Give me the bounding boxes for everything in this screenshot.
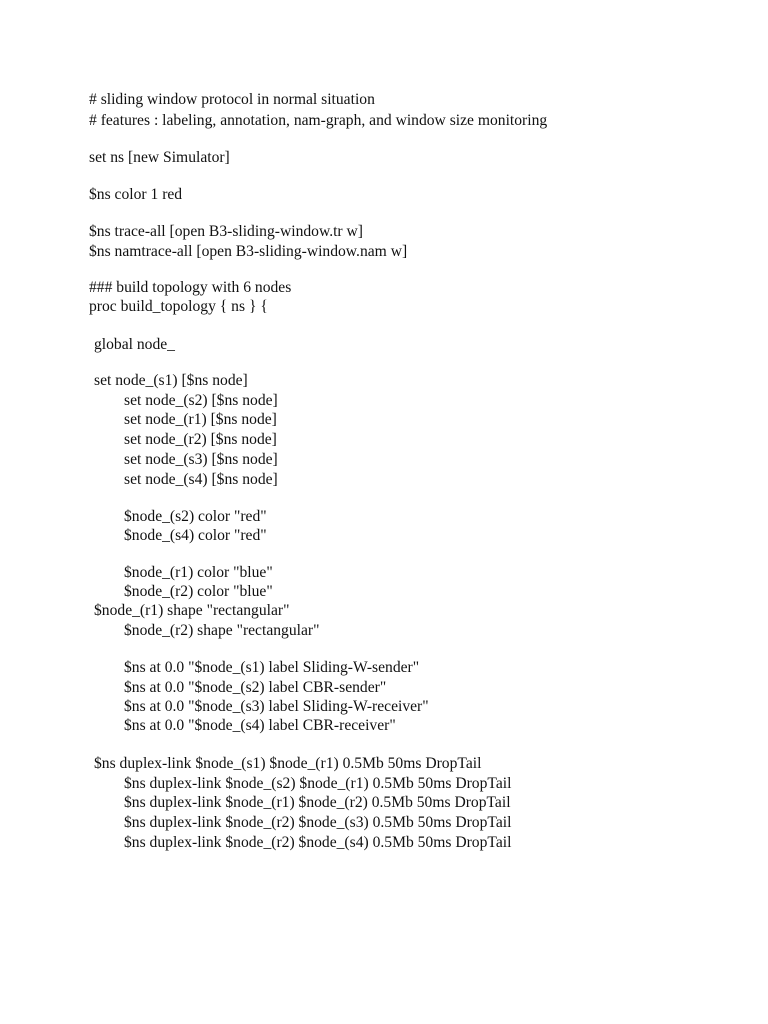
code-line-shape-r1: $node_(r1) shape "rectangular" bbox=[94, 602, 290, 619]
code-line-label-s4: $ns at 0.0 "$node_(s4) label CBR-receiver" bbox=[124, 717, 396, 734]
code-line-node-r2: set node_(r2) [$ns node] bbox=[124, 431, 277, 448]
comment-line-2: # features : labeling, annotation, nam-graph, and window size monitoring bbox=[89, 112, 548, 129]
code-line-node-s3: set node_(s3) [$ns node] bbox=[124, 451, 278, 468]
code-line-color-r1: $node_(r1) color "blue" bbox=[124, 564, 273, 581]
code-line-proc: proc build_topology { ns } { bbox=[89, 298, 268, 315]
code-line-link-r1-r2: $ns duplex-link $node_(r1) $node_(r2) 0.5Mb 50ms DropTail bbox=[124, 794, 511, 811]
code-line-label-s3: $ns at 0.0 "$node_(s3) label Sliding-W-receiver" bbox=[124, 698, 429, 715]
code-line-namtrace-all: $ns namtrace-all [open B3-sliding-window.nam w] bbox=[89, 243, 408, 260]
comment-line-build-topology: ### build topology with 6 nodes bbox=[89, 279, 292, 296]
code-line-color-r2: $node_(r2) color "blue" bbox=[124, 583, 273, 600]
code-line-link-r2-s3: $ns duplex-link $node_(r2) $node_(s3) 0.5Mb 50ms DropTail bbox=[124, 814, 512, 831]
code-line-trace-all: $ns trace-all [open B3-sliding-window.tr w] bbox=[89, 223, 363, 240]
code-line-node-s4: set node_(s4) [$ns node] bbox=[124, 471, 278, 488]
code-line-node-s1: set node_(s1) [$ns node] bbox=[94, 372, 248, 389]
code-line-node-s2: set node_(s2) [$ns node] bbox=[124, 392, 278, 409]
code-line-link-s2-r1: $ns duplex-link $node_(s2) $node_(r1) 0.5Mb 50ms DropTail bbox=[124, 775, 512, 792]
code-line-set-ns: set ns [new Simulator] bbox=[89, 149, 230, 166]
code-line-label-s2: $ns at 0.0 "$node_(s2) label CBR-sender" bbox=[124, 679, 387, 696]
code-line-color: $ns color 1 red bbox=[89, 186, 183, 203]
code-line-link-r2-s4: $ns duplex-link $node_(r2) $node_(s4) 0.5Mb 50ms DropTail bbox=[124, 834, 512, 851]
comment-line-1: # sliding window protocol in normal situation bbox=[89, 91, 375, 108]
code-line-node-r1: set node_(r1) [$ns node] bbox=[124, 411, 277, 428]
code-line-color-s2: $node_(s2) color "red" bbox=[124, 508, 267, 525]
code-line-global: global node_ bbox=[94, 336, 175, 353]
code-line-link-s1-r1: $ns duplex-link $node_(s1) $node_(r1) 0.5Mb 50ms DropTail bbox=[94, 755, 482, 772]
code-line-color-s4: $node_(s4) color "red" bbox=[124, 527, 267, 544]
code-line-shape-r2: $node_(r2) shape "rectangular" bbox=[124, 622, 320, 639]
code-line-label-s1: $ns at 0.0 "$node_(s1) label Sliding-W-sender" bbox=[124, 659, 420, 676]
